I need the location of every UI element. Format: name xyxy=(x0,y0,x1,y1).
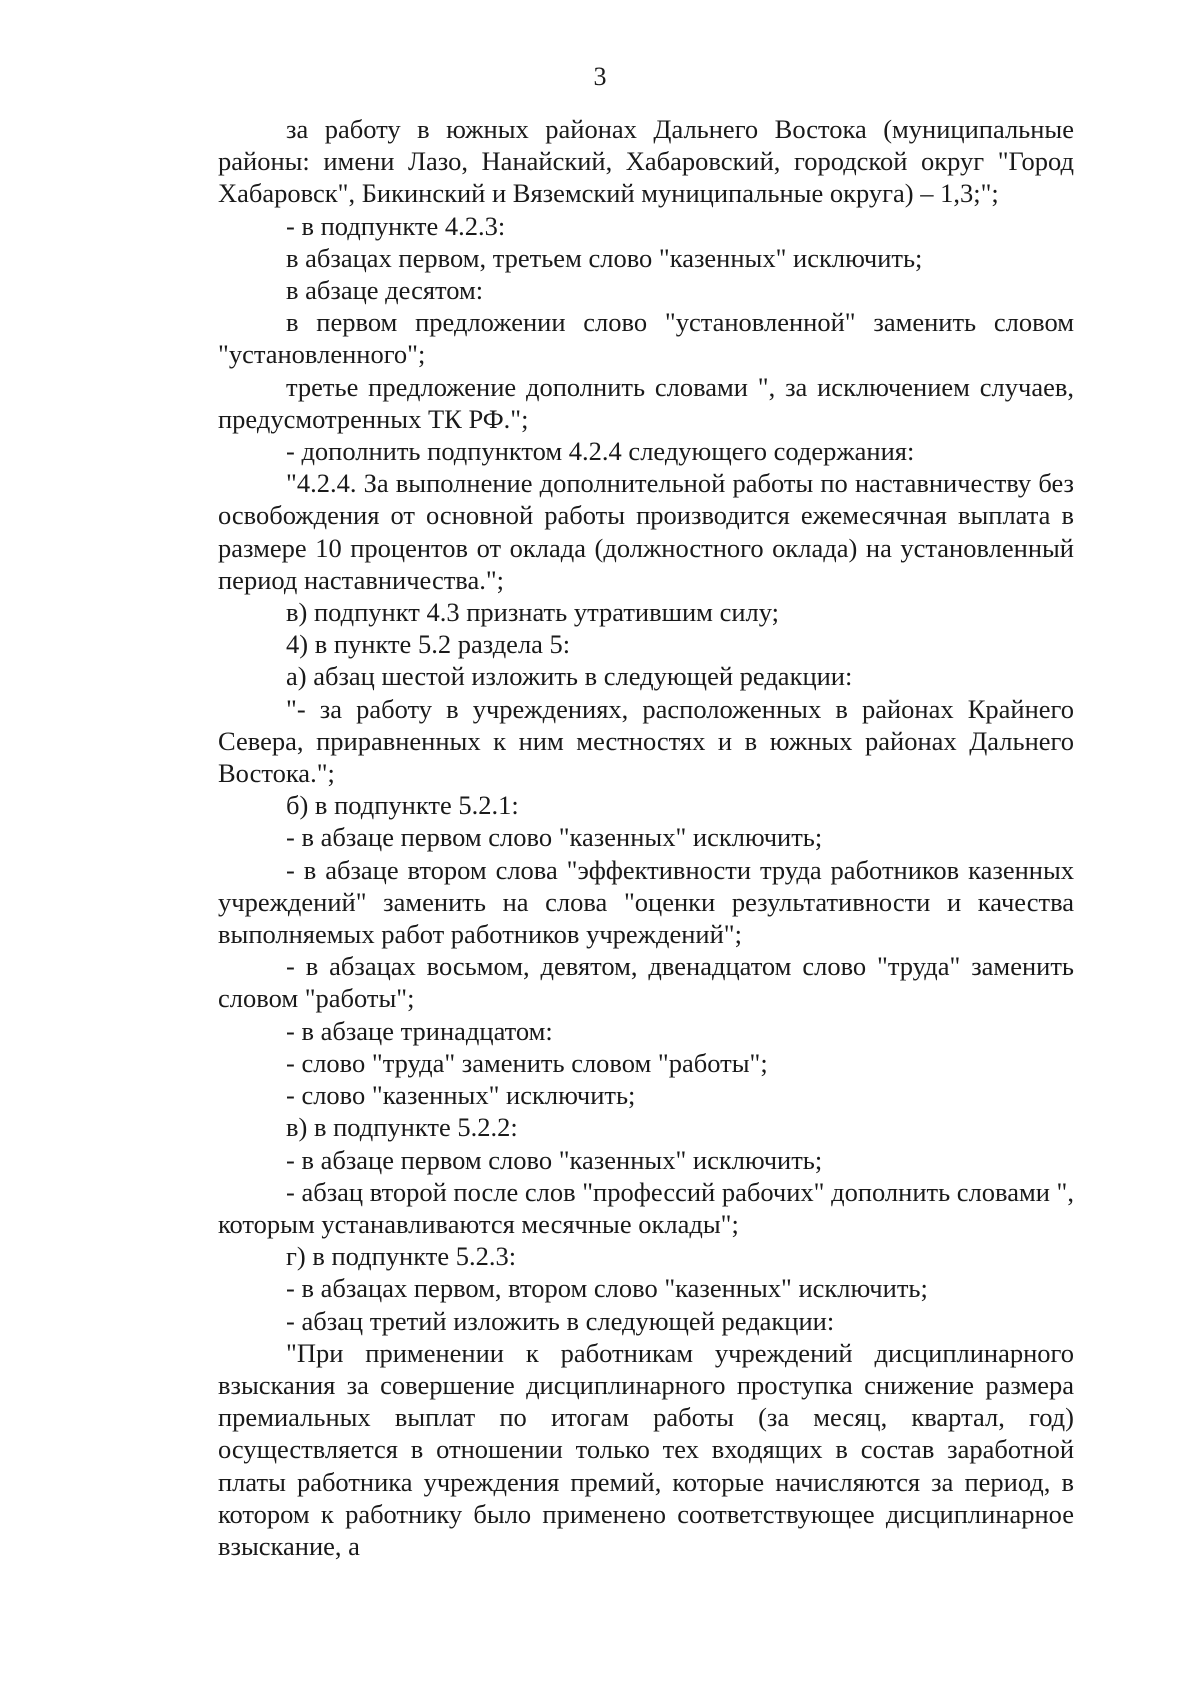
paragraph-16: - в абзацах восьмом, девятом, двенадцатом слово "труда" заменить словом "работы"; xyxy=(218,951,1074,1014)
paragraph-8: "4.2.4. За выполнение дополнительной работы по наставничеству без освобождения от основной работы производится ежемесячная выплата в размере 10 процентов от оклада (должностного оклада) на установленный период наставничества."; xyxy=(218,468,1074,595)
paragraph-21: - в абзаце первом слово "казенных" исключить; xyxy=(286,1144,823,1175)
paragraph-23: г) в подпункте 5.2.3: xyxy=(286,1241,517,1272)
page-number: 3 xyxy=(593,62,607,91)
paragraph-2: - в подпункте 4.2.3: xyxy=(286,210,506,241)
paragraph-7: - дополнить подпунктом 4.2.4 следующего содержания: xyxy=(286,436,915,467)
paragraph-13: б) в подпункте 5.2.1: xyxy=(286,790,519,821)
paragraph-1: за работу в южных районах Дальнего Востока (муниципальные районы: имени Лазо, Нанайский, Хабаровский, городской округ "Город Хабаровск", Бикинский и Вяземский муниципальные округа) – 1,3;"; xyxy=(218,114,1074,209)
paragraph-10: 4) в пункте 5.2 раздела 5: xyxy=(286,629,571,660)
document-body xyxy=(218,113,1074,1562)
paragraph-22: - абзац второй после слов "профессий рабочих" дополнить словами ", которым устанавливаются месячные оклады"; xyxy=(218,1176,1074,1239)
paragraph-3: в абзацах первом, третьем слово "казенных" исключить; xyxy=(286,242,923,273)
paragraph-19: - слово "казенных" исключить; xyxy=(286,1080,636,1111)
paragraph-14: - в абзаце первом слово "казенных" исключить; xyxy=(286,822,823,853)
paragraph-26: "При применении к работникам учреждений дисциплинарного взыскания за совершение дисциплинарного проступка снижение размера премиальных выплат по итогам работы (за месяц, квартал, год) осуществляется в отношении только тех входящих в состав заработной платы работника учреждения премий, которые начисляются за период, в котором к работнику было применено соответствующее дисциплинарное взыскание, а xyxy=(218,1337,1074,1561)
paragraph-20: в) в подпункте 5.2.2: xyxy=(286,1112,518,1143)
paragraph-18: - слово "труда" заменить словом "работы"; xyxy=(286,1047,768,1078)
paragraph-24: - в абзацах первом, втором слово "казенных" исключить; xyxy=(286,1273,928,1304)
paragraph-5: в первом предложении слово "установленной" заменить словом "установленного"; xyxy=(218,307,1074,370)
paragraph-9: в) подпункт 4.3 признать утратившим силу; xyxy=(286,597,780,628)
paragraph-15: - в абзаце втором слова "эффективности труда работников казенных учреждений" заменить на слова "оценки результативности и качества выполняемых работ работников учреждений"; xyxy=(218,854,1074,950)
paragraph-4: в абзаце десятом: xyxy=(286,275,484,306)
paragraph-11: а) абзац шестой изложить в следующей редакции: xyxy=(286,661,853,692)
paragraph-17: - в абзаце тринадцатом: xyxy=(286,1015,553,1046)
paragraph-6: третье предложение дополнить словами ", за исключением случаев, предусмотренных ТК РФ."; xyxy=(218,371,1074,434)
paragraph-25: - абзац третий изложить в следующей редакции: xyxy=(286,1305,835,1336)
paragraph-12: "- за работу в учреждениях, расположенных в районах Крайнего Севера, приравненных к ним местностях и в южных районах Дальнего Востока."; xyxy=(218,693,1074,789)
